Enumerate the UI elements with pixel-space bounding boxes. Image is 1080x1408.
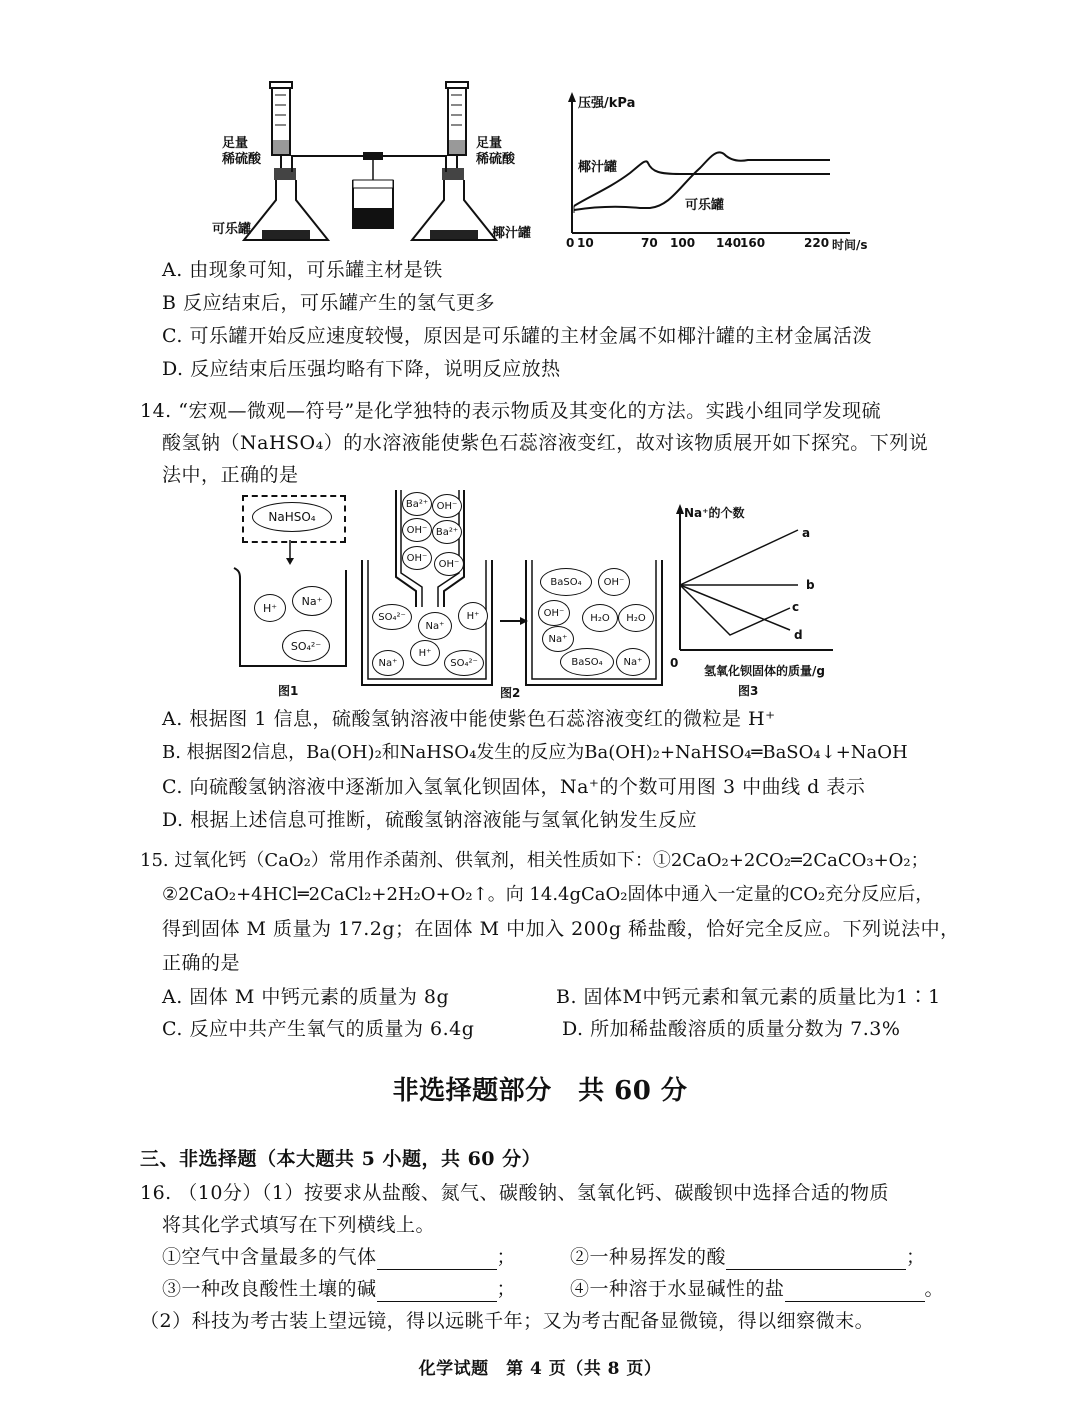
fig2-result-h2o-1: H₂O — [582, 604, 618, 632]
q16-blank-4-prompt: ④一种溶于水显碱性的盐 — [570, 1278, 785, 1300]
fig2-result-oh-2: OH⁻ — [538, 600, 570, 626]
q16-blank-row-4: ④一种溶于水显碱性的盐 。 — [570, 1278, 945, 1300]
fig2-beaker-ion-so4-1: SO₄²⁻ — [372, 604, 412, 630]
fig2-tube-ion-oh3: OH⁻ — [402, 546, 432, 570]
fig1-ion-na: Na⁺ — [292, 586, 332, 616]
q14-stem-line-2: 酸氢钠（NaHSO₄）的水溶液能使紫色石蕊溶液变红，故对该物质展开如下探究。下列说 — [162, 432, 929, 454]
right-acid-label-1: 足量 — [476, 136, 503, 151]
coconut-can-label: 椰汁罐 — [492, 226, 532, 241]
time-axis-label: 时间/s — [832, 238, 868, 252]
q16-blank-4-field[interactable] — [785, 1283, 925, 1302]
fig2-result-h2o-2: H₂O — [618, 604, 654, 632]
fig2-caption: 图2 — [500, 686, 521, 700]
q16-blank-row-2: ②一种易挥发的酸 ； — [570, 1246, 926, 1268]
q14-stem-line-1: 14. “宏观—微观—符号”是化学独特的表示物质及其变化的方法。实践小组同学发现硫 — [140, 400, 882, 422]
fig2-beaker-ion-so4-2: SO₄²⁻ — [444, 650, 484, 676]
q16-blank-1-field[interactable] — [377, 1251, 497, 1270]
q15-stem-line-1: 15. 过氧化钙（CaO₂）常用作杀菌剂、供氧剂，相关性质如下：①2CaO₂+2CO₂═2CaCO₃+O₂； — [140, 850, 929, 871]
q16-stem-line-2: 将其化学式填写在下列横线上。 — [162, 1214, 436, 1236]
q13-option-b: B 反应结束后，可乐罐产生的氢气更多 — [162, 292, 496, 314]
coconut-curve-label: 椰汁罐 — [578, 160, 618, 175]
fig1-caption: 图1 — [278, 684, 299, 698]
fig1-nahso4-label: NaHSO₄ — [252, 502, 332, 532]
left-acid-label-2: 稀硫酸 — [222, 152, 262, 167]
tick-70: 70 — [641, 236, 658, 250]
tick-10: 10 — [577, 236, 594, 250]
q16-blank-2-field[interactable] — [726, 1251, 906, 1270]
q16-blank-3-field[interactable] — [377, 1283, 497, 1302]
tick-100: 100 — [670, 236, 696, 250]
fig1-ion-so4: SO₄²⁻ — [282, 630, 330, 662]
tick-160: 160 — [740, 236, 766, 250]
fig3-origin: 0 — [670, 656, 679, 670]
q16-blank-row-3: ③一种改良酸性土壤的碱 ； — [162, 1278, 517, 1300]
fig2-tube-ion-oh1: OH⁻ — [432, 494, 462, 518]
section-title: 非选择题部分 共 60 分 — [392, 1076, 688, 1106]
fig2-beaker-ion-na-2: Na⁺ — [372, 650, 404, 676]
tick-0: 0 — [566, 236, 575, 250]
section-3-heading: 三、非选择题（本大题共 5 小题，共 60 分） — [140, 1148, 542, 1170]
tick-140: 140 — [716, 236, 742, 250]
fig2-tube-ion-oh2: OH⁻ — [402, 518, 432, 542]
q16-stem-line-1: 16. （10分）（1）按要求从盐酸、氮气、碳酸钠、氢氧化钙、碳酸钡中选择合适的物质 — [140, 1182, 890, 1204]
right-acid-label-2: 稀硫酸 — [476, 152, 516, 167]
fig2-beaker-ion-h-1: H⁺ — [458, 602, 488, 630]
fig2-result-baso4-1: BaSO₄ — [540, 568, 592, 596]
q15-option-d: D. 所加稀盐酸溶质的质量分数为 7.3% — [562, 1018, 901, 1040]
fig2-result-na-2: Na⁺ — [616, 648, 650, 676]
q16-blank-row-1: ①空气中含量最多的气体 ； — [162, 1246, 517, 1268]
q16-part-2: （2）科技为考古装上望远镜，得以远眺千年；又为考古配备显微镜，得以细察微末。 — [140, 1310, 875, 1332]
fig2-tube-ion-ba1: Ba²⁺ — [402, 492, 432, 516]
q14-option-a: A. 根据图 1 信息，硫酸氢钠溶液中能使紫色石蕊溶液变红的微粒是 H⁺ — [162, 708, 776, 730]
q15-stem-line-3: 得到固体 M 质量为 17.2g；在固体 M 中加入 200g 稀盐酸，恰好完全反应。下列说法中， — [162, 918, 960, 940]
q14-option-b: B. 根据图2信息，Ba(OH)₂和NaHSO₄发生的反应为Ba(OH)₂+NaHSO₄═BaSO₄↓+NaOH — [162, 742, 908, 763]
fig2-tube-ion-oh4: OH⁻ — [434, 552, 464, 576]
fig3-curve-a: a — [802, 526, 811, 540]
fig3-curve-c: c — [792, 600, 800, 614]
q13-option-c: C. 可乐罐开始反应速度较慢，原因是可乐罐的主材金属不如椰汁罐的主材金属活泼 — [162, 325, 872, 347]
q13-option-a: A. 由现象可知，可乐罐主材是铁 — [162, 259, 443, 281]
q14-option-c: C. 向硫酸氢钠溶液中逐渐加入氢氧化钡固体，Na⁺的个数可用图 3 中曲线 d 表示 — [162, 776, 866, 798]
fig3-ylabel: Na⁺的个数 — [684, 506, 745, 520]
q15-stem-line-2: ②2CaO₂+4HCl═2CaCl₂+2H₂O+O₂↑。向 14.4gCaO₂固体中通入一定量的CO₂充分反应后， — [162, 884, 934, 905]
q16-blank-2-prompt: ②一种易挥发的酸 — [570, 1246, 727, 1268]
fig3-xlabel: 氢氧化钡固体的质量/g — [704, 664, 825, 678]
q15-option-c: C. 反应中共产生氧气的质量为 6.4g — [162, 1018, 475, 1040]
fig3-curve-d: d — [794, 628, 803, 642]
fig3-caption: 图3 — [738, 684, 759, 698]
fig2-result-na-1: Na⁺ — [542, 626, 574, 652]
cola-curve-label: 可乐罐 — [685, 198, 725, 213]
tick-220: 220 — [804, 236, 830, 250]
fig3-curve-b: b — [806, 578, 815, 592]
cola-can-label: 可乐罐 — [212, 222, 252, 237]
q16-blank-3-prompt: ③一种改良酸性土壤的碱 — [162, 1278, 377, 1300]
q14-option-d: D. 根据上述信息可推断，硫酸氢钠溶液能与氢氧化钠发生反应 — [162, 809, 698, 831]
fig2-result-oh-1: OH⁻ — [598, 568, 630, 596]
q15-option-a: A. 固体 M 中钙元素的质量为 8g — [162, 986, 450, 1008]
page-footer: 化学试题 第 4 页（共 8 页） — [418, 1359, 662, 1379]
left-acid-label-1: 足量 — [222, 136, 249, 151]
fig2-beaker-ion-na-1: Na⁺ — [418, 612, 452, 640]
q13-option-d: D. 反应结束后压强均略有下降，说明反应放热 — [162, 358, 561, 380]
fig2-beaker-ion-h-2: H⁺ — [410, 640, 440, 666]
q15-option-b: B. 固体M中钙元素和氧元素的质量比为1∶1 — [556, 986, 941, 1008]
q16-blank-1-prompt: ①空气中含量最多的气体 — [162, 1246, 377, 1268]
fig1-ion-h: H⁺ — [254, 594, 286, 622]
fig2-tube-ion-ba2: Ba²⁺ — [432, 520, 462, 544]
q15-stem-line-4: 正确的是 — [162, 952, 241, 974]
pressure-axis-label: 压强/kPa — [578, 96, 636, 111]
fig2-result-baso4-2: BaSO₄ — [560, 648, 614, 676]
q14-stem-line-3: 法中，正确的是 — [162, 464, 299, 486]
